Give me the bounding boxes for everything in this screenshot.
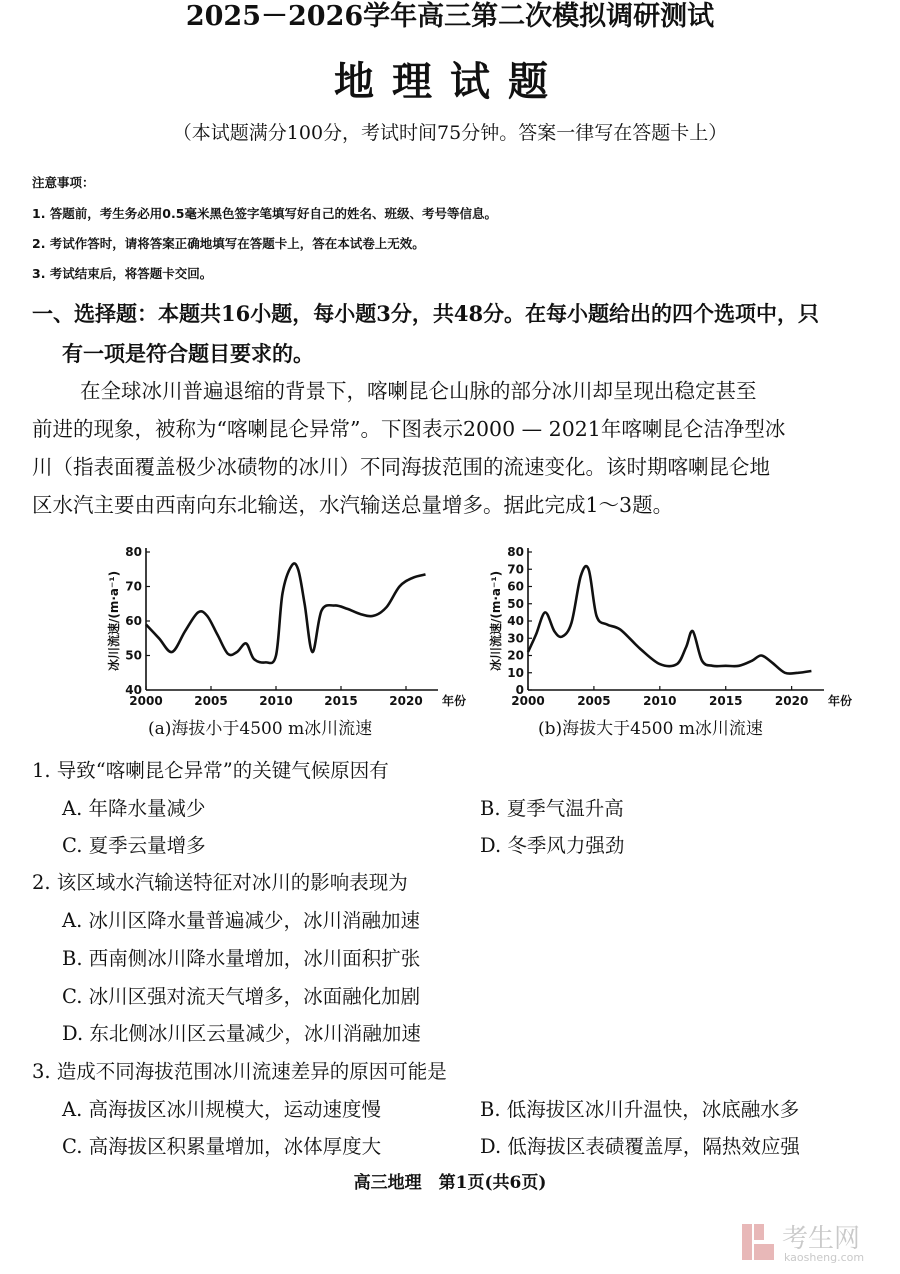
question-3-stem: 3. 造成不同海拔范围冰川流速差异的原因可能是 [32,1060,447,1083]
question-2-option-a[interactable]: A. 冰川区降水量普遍减少，冰川消融加速 [62,909,420,932]
x-tick-label: 2005 [194,694,228,708]
question-3-option-a[interactable]: A. 高海拔区冰川规模大，运动速度慢 [62,1098,381,1121]
notice-item: 2. 考试作答时，请将答案正确地填写在答题卡上，答在本试卷上无效。 [32,236,425,251]
x-tick-label: 2000 [129,694,163,708]
chart-caption-a: (a)海拔小于4500 m冰川流速 [148,719,373,739]
x-tick-label: 2015 [324,694,358,708]
question-1-option-b[interactable]: B. 夏季气温升高 [480,797,624,820]
subject-title: 地理试题 [334,58,566,105]
section-heading-cont: 有一项是符合题目要求的。 [62,341,314,366]
question-3-option-c[interactable]: C. 高海拔区积累量增加，冰体厚度大 [62,1135,382,1158]
question-1-option-a[interactable]: A. 年降水量减少 [62,797,206,820]
question-1-option-c[interactable]: C. 夏季云量增多 [62,834,206,857]
y-axis-label: 冰川流速/(m·a⁻¹) [107,570,121,672]
question-2-option-c[interactable]: C. 冰川区强对流天气增多，冰面融化加剧 [62,985,421,1008]
page-footer: 高三地理 第1页(共6页) [353,1173,547,1193]
x-tick-label: 2020 [774,694,809,708]
x-tick-label: 2000 [511,694,545,708]
passage-line: 川（指表面覆盖极少冰碛物的冰川）不同海拔范围的流速变化。该时期喀喇昆仑地 [32,455,770,479]
kaosheng-watermark [740,1218,900,1268]
passage-line: 区水汽主要由西南向东北输送，水汽输送总量增多。据此完成1～3题。 [32,493,674,517]
y-tick-label: 60 [507,579,524,594]
x-tick-label: 2010 [643,694,677,708]
exam-note: （本试题满分100分，考试时间75分钟。答案一律写在答题卡上） [172,122,728,144]
y-tick-label: 20 [507,648,524,663]
notice-heading: 注意事项： [32,175,95,190]
series-line [146,563,426,663]
question-3-option-d[interactable]: D. 低海拔区表碛覆盖厚，隔热效应强 [480,1135,800,1158]
notice-item: 3. 考试结束后，将答题卡交回。 [32,266,213,281]
x-axis-unit: 年份 [442,694,467,708]
y-tick-label: 80 [507,545,524,559]
passage-line: 前进的现象，被称为“喀喇昆仑异常”。下图表示2000 — 2021年喀喇昆仑洁净型冰 [32,417,786,441]
y-tick-label: 0 [515,683,524,697]
question-2-option-d[interactable]: D. 东北侧冰川区云量减少，冰川消融加速 [62,1022,421,1045]
series-line [528,566,811,673]
x-tick-label: 2015 [709,694,743,708]
x-tick-label: 2010 [259,694,293,708]
x-axis-unit: 年份 [828,694,853,708]
question-2-option-b[interactable]: B. 西南侧冰川降水量增加，冰川面积扩张 [62,947,421,970]
question-3-option-b[interactable]: B. 低海拔区冰川升温快，冰底融水多 [480,1098,800,1121]
question-2-stem: 2. 该区域水汽输送特征对冰川的影响表现为 [32,871,408,894]
y-tick-label: 60 [125,614,142,628]
exam-title: 2025－2026学年高三第二次模拟调研测试 [185,1,715,32]
y-tick-label: 50 [125,648,142,663]
question-1-option-d[interactable]: D. 冬季风力强劲 [480,834,625,857]
question-1-stem: 1. 导致“喀喇昆仑异常”的关键气候原因有 [32,759,389,782]
chart-glacier-speed-high [480,540,860,710]
chart-glacier-speed-low [90,540,467,710]
y-tick-label: 80 [125,545,142,559]
chart-caption-b: (b)海拔大于4500 m冰川流速 [538,719,763,739]
y-tick-label: 70 [125,579,142,594]
y-tick-label: 30 [507,631,524,646]
x-tick-label: 2020 [389,694,423,708]
watermark-text-cn: 考生网 [782,1224,861,1254]
section-heading: 一、选择题：本题共16小题，每小题3分，共48分。在每小题给出的四个选项中，只 [32,301,820,326]
x-tick-label: 2005 [577,694,611,708]
y-tick-label: 50 [507,596,524,611]
watermark-text-en: kaosheng.com [784,1251,865,1264]
y-tick-label: 10 [507,665,524,680]
y-tick-label: 70 [507,562,524,577]
y-tick-label: 40 [125,683,142,697]
passage-line: 在全球冰川普遍退缩的背景下，喀喇昆仑山脉的部分冰川却呈现出稳定甚至 [80,379,757,403]
y-axis-label: 冰川流速/(m·a⁻¹) [489,570,503,672]
notice-item: 1. 答题前，考生务必用0.5毫米黑色签字笔填写好自己的姓名、班级、考号等信息。 [32,206,497,221]
y-tick-label: 40 [507,614,524,628]
kaosheng-logo-icon [740,1222,776,1262]
